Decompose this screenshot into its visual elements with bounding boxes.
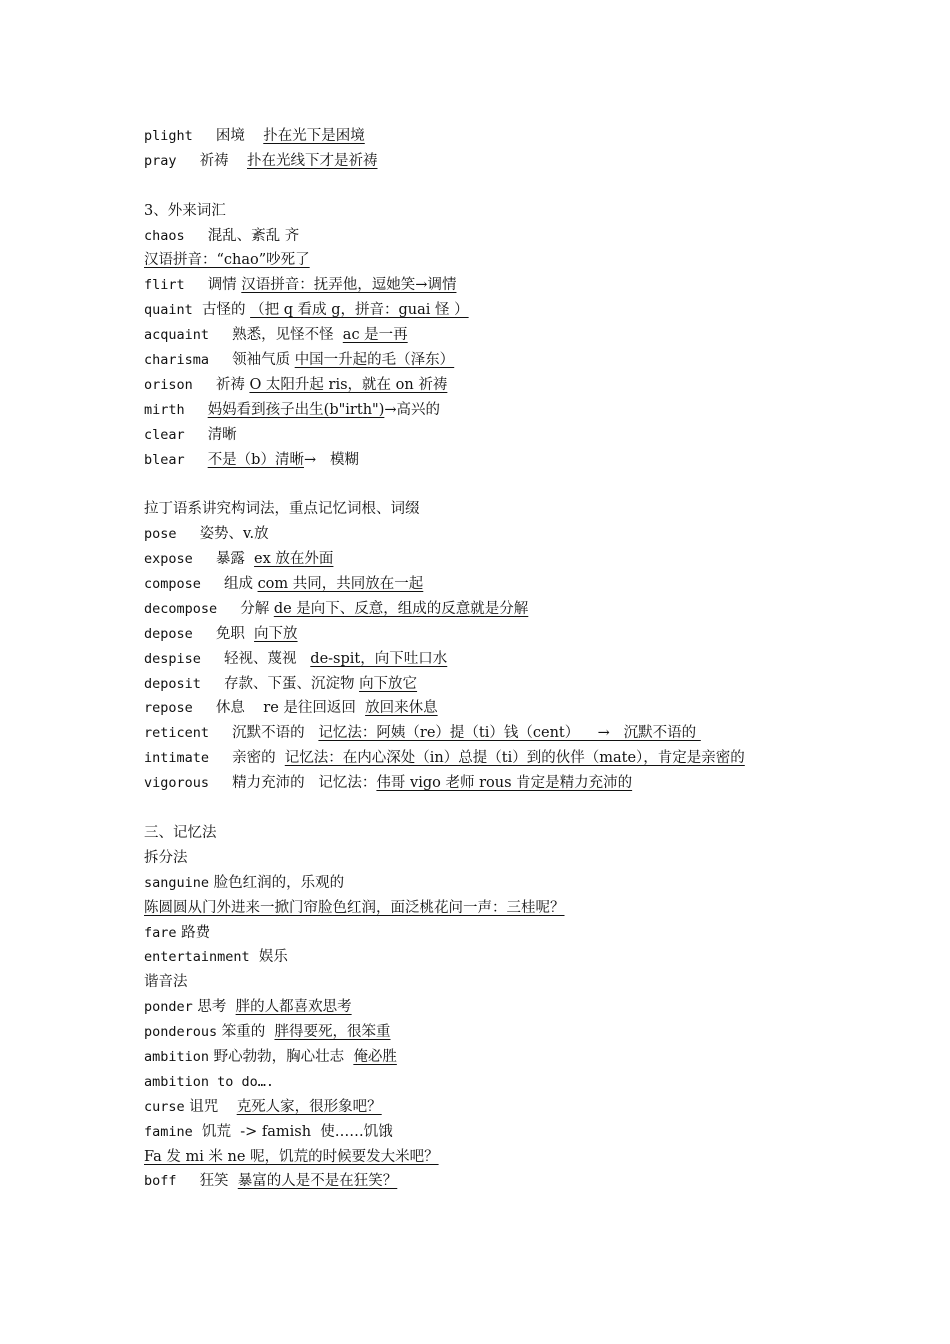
vocab-word: decompose [144, 600, 218, 617]
vocab-mnemonic: ex 放在外面 [254, 551, 334, 568]
vocab-mnemonic: 暴富的人是不是在狂笑？ [237, 1173, 398, 1190]
vocab-line [144, 572, 814, 597]
vocab-word: chaos [144, 227, 185, 244]
vocab-word: ambition [144, 1048, 210, 1065]
vocab-line [144, 323, 814, 348]
vocab-meaning: 精力充沛的 [232, 775, 305, 792]
vocab-mnemonic: 胖得要死，很笨重 [274, 1024, 391, 1041]
vocab-line [144, 945, 814, 970]
vocab-note: re 是往回返回 [263, 700, 356, 717]
vocab-mnemonic: 扑在光线下才是祈祷 [247, 152, 378, 169]
vocab-mnemonic: 胖的人都喜欢思考 [235, 999, 352, 1016]
vocab-word: mirth [144, 401, 185, 418]
blank-line [144, 174, 814, 199]
vocab-word: famine [144, 1123, 193, 1140]
vocab-line [144, 696, 814, 721]
vocab-word: sanguine [144, 874, 210, 891]
vocab-word: reticent [144, 725, 210, 742]
vocab-line [144, 771, 814, 796]
vocab-meaning: 休息 [215, 700, 245, 717]
vocab-mnemonic: 放回来休息 [365, 700, 438, 717]
vocab-word: charisma [144, 352, 210, 369]
section-heading: 三、记忆法 [144, 824, 217, 841]
vocab-line [144, 597, 814, 622]
vocab-mnemonic: O 太阳升起 ris，就在 on 祈祷 [249, 376, 448, 393]
vocab-word: flirt [144, 277, 185, 294]
vocab-mnemonic: 向下放它 [359, 675, 418, 692]
vocab-mnemonic: 俺必胜 [353, 1048, 397, 1065]
mnemonic-line: 陈圆圆从门外进来一掀门帘脸色红润，面泛桃花问一声：三桂呢？ [144, 899, 565, 916]
vocab-mnemonic: 不是（b）清晰 [207, 451, 304, 468]
vocab-note: -> famish 使……饥饿 [240, 1123, 393, 1140]
vocab-mnemonic: ac 是一再 [342, 327, 408, 344]
vocab-line [144, 871, 814, 896]
vocab-line [144, 1095, 814, 1120]
vocab-word: expose [144, 551, 193, 568]
vocab-word: vigorous [144, 775, 210, 792]
vocab-meaning: 暴露 [215, 551, 245, 568]
vocab-line [144, 672, 814, 697]
vocab-line [144, 1020, 814, 1045]
vocab-word: blear [144, 451, 185, 468]
vocab-line [144, 398, 814, 423]
vocab-meaning: 祈祷 [199, 152, 229, 169]
document-content [144, 124, 814, 1194]
vocab-meaning: 亲密的 [232, 750, 276, 767]
vocab-meaning: 野心勃勃，胸心壮志 [213, 1048, 345, 1065]
vocab-line [144, 348, 814, 373]
vocab-mnemonic: 扑在光下是困境 [263, 128, 365, 144]
vocab-line [144, 721, 814, 746]
vocab-word: ambition to do…. [144, 1073, 275, 1090]
vocab-meaning: 饥荒 [202, 1123, 231, 1140]
section-subheading: 拆分法 [144, 849, 188, 866]
vocab-word: boff [144, 1173, 177, 1190]
vocab-mnemonic: de 是向下、反意，组成的反意就是分解 [273, 600, 529, 617]
vocab-meaning: 清晰 [207, 426, 237, 443]
vocab-meaning: 困境 [215, 128, 245, 144]
vocab-word: despise [144, 650, 201, 667]
vocab-line [144, 1169, 814, 1194]
blank-line [144, 472, 814, 497]
vocab-word: ponder [144, 999, 193, 1016]
vocab-meaning: 路费 [181, 924, 211, 941]
vocab-line [144, 547, 814, 572]
vocab-mnemonic: de-spit，向下吐口水 [310, 650, 448, 667]
vocab-line [144, 224, 814, 249]
vocab-mnemonic: 中国一升起的毛（泽东） [294, 352, 455, 369]
vocab-mnemonic: 汉语拼音：抚弄他，逗她笑→调情 [241, 277, 457, 294]
vocab-word: intimate [144, 750, 210, 767]
vocab-word: depose [144, 625, 193, 642]
vocab-line [144, 1120, 814, 1145]
vocab-meaning: 组成 [223, 576, 253, 593]
blank-line [144, 796, 814, 821]
vocab-meaning-tail: → 模糊 [303, 451, 359, 468]
vocab-meaning: 诅咒 [189, 1098, 219, 1115]
vocab-line [144, 273, 814, 298]
vocab-word: compose [144, 576, 201, 593]
vocab-meaning: 轻视、蔑视 [223, 650, 297, 667]
vocab-mnemonic: （把 q 看成 g，拼音：guai 怪 ） [250, 302, 469, 319]
vocab-line [144, 373, 814, 398]
section-heading: 3、外来词汇 [144, 202, 226, 219]
vocab-mnemonic: 妈妈看到孩子出生(b"irth") [207, 401, 385, 418]
vocab-meaning: 领袖气质 [232, 352, 291, 369]
vocab-word: plight [144, 128, 193, 144]
vocab-meaning: 祈祷 [215, 376, 245, 393]
vocab-word: orison [144, 376, 193, 393]
vocab-mnemonic: 克死人家，很形象吧？ [236, 1098, 382, 1115]
vocab-line [144, 1045, 814, 1070]
vocab-line [144, 921, 814, 946]
vocab-line [144, 149, 814, 174]
vocab-meaning: 存款、下蛋、沉淀物 [223, 675, 355, 692]
vocab-mnemonic: 伟哥 vigo 老师 rous 肯定是精力充沛的 [376, 775, 633, 792]
vocab-meaning: 娱乐 [258, 949, 288, 966]
vocab-word: quaint [144, 302, 193, 319]
vocab-meaning: 沉默不语的 [232, 725, 305, 742]
vocab-line [144, 995, 814, 1020]
vocab-line [144, 622, 814, 647]
mnemonic-line: 汉语拼音：“chao”吵死了 [144, 252, 310, 269]
vocab-meaning: 熟悉，见怪不怪 [232, 327, 334, 344]
vocab-line [144, 647, 814, 672]
vocab-word: fare [144, 924, 177, 941]
vocab-mnemonic: 记忆法：在内心深处（in）总提（ti）到的伙伴（mate），肯定是亲密的 [284, 750, 745, 767]
vocab-meaning: 狂笑 [199, 1173, 229, 1190]
vocab-word: deposit [144, 675, 201, 692]
section-heading: 拉丁语系讲究构词法，重点记忆词根、词缀 [144, 501, 420, 518]
vocab-word: entertainment [144, 949, 250, 966]
vocab-line [144, 423, 814, 448]
vocab-meaning: 分解 [240, 600, 270, 617]
vocab-word: curse [144, 1098, 185, 1115]
vocab-word: ponderous [144, 1024, 218, 1041]
vocab-line [144, 522, 814, 547]
mnemonic-line: Fa 发 mi 米 ne 呢，饥荒的时候要发大米吧？ [144, 1148, 439, 1165]
vocab-meaning: 笨重的 [221, 1024, 266, 1041]
vocab-meaning: 思考 [197, 999, 227, 1016]
vocab-word: pose [144, 526, 177, 543]
vocab-mnemonic: 向下放 [254, 625, 298, 642]
vocab-mnemonic: com 共同，共同放在一起 [257, 576, 424, 593]
vocab-line [144, 448, 814, 473]
vocab-meaning-tail: →高兴的 [384, 401, 441, 418]
vocab-mnemonic: 记忆法：阿姨（re）提（ti）钱（cent） → 沉默不语的 [318, 725, 701, 742]
vocab-word: pray [144, 152, 177, 169]
vocab-meaning: 调情 [207, 277, 237, 294]
vocab-word: clear [144, 426, 185, 443]
vocab-line [144, 124, 814, 149]
vocab-meaning: 免职 [215, 625, 245, 642]
vocab-word: repose [144, 700, 193, 717]
vocab-meaning: 姿势、v.放 [199, 526, 269, 543]
section-subheading: 谐音法 [144, 974, 188, 991]
vocab-meaning: 混乱、紊乱 齐 [207, 227, 300, 244]
vocab-meaning: 脸色红润的，乐观的 [213, 874, 345, 891]
vocab-line [144, 746, 814, 771]
vocab-line [144, 1070, 814, 1095]
vocab-word: acquaint [144, 327, 210, 344]
vocab-note: 记忆法： [318, 775, 377, 792]
vocab-meaning: 古怪的 [202, 302, 246, 319]
vocab-line [144, 298, 814, 323]
